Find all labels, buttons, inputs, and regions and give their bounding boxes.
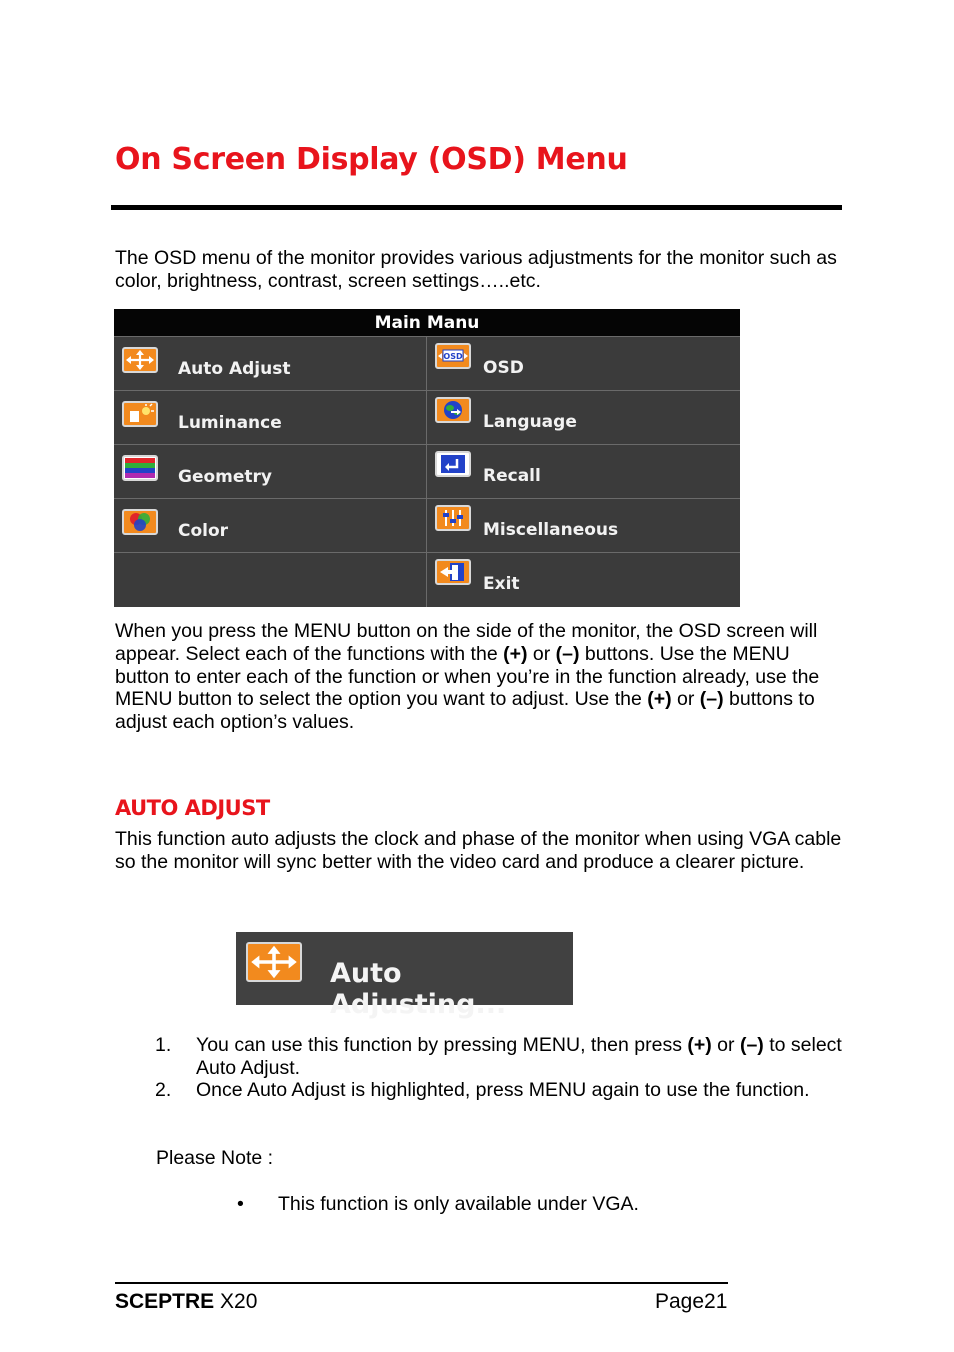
osd-item-luminance bbox=[114, 390, 427, 444]
osd-item-label: Recall bbox=[483, 466, 541, 486]
usage-paragraph: When you press the MENU button on the side of the monitor, the OSD screen will appear. Select each of the functions with the (+) or (–) buttons. Use the MENU button to enter each of the function or when you’re in the function already, use the MENU button to select the option you want to adjust. Use the (+) or (–) buttons to adjust each option’s values. bbox=[115, 620, 820, 734]
osd-main-menu bbox=[114, 309, 740, 607]
title-divider bbox=[111, 205, 842, 210]
osd-menu-header: Main Manu bbox=[114, 309, 740, 336]
osd-item-geometry bbox=[114, 444, 427, 498]
osd-item-color bbox=[114, 498, 427, 552]
auto-adjusting-banner bbox=[236, 932, 573, 1020]
osd-icon bbox=[435, 343, 471, 369]
osd-item-recall bbox=[427, 444, 740, 498]
recall-arrow-icon bbox=[435, 451, 471, 477]
sliders-icon bbox=[435, 505, 471, 531]
move-arrows-icon bbox=[246, 942, 302, 982]
note-text: This function is only available under VGA. bbox=[278, 1193, 639, 1215]
osd-item-label: Color bbox=[178, 521, 229, 541]
footer-brand: SCEPTRE X20 bbox=[115, 1290, 258, 1313]
color-bars-icon bbox=[122, 455, 158, 481]
list-text: You can use this function by pressing MENU, then press (+) or (–) to select Auto Adjust. bbox=[196, 1034, 842, 1079]
banner-text: Auto Adjusting... bbox=[330, 958, 507, 1020]
osd-item-label: Language bbox=[483, 412, 577, 432]
osd-item-label: Auto Adjust bbox=[178, 359, 291, 379]
footer-page-number: Page21 bbox=[655, 1290, 728, 1313]
bullet-dot: • bbox=[237, 1193, 244, 1215]
section-heading: AUTO ADJUST bbox=[115, 796, 270, 820]
osd-item-label: OSD bbox=[483, 358, 524, 378]
brightness-icon bbox=[122, 401, 158, 427]
exit-door-icon bbox=[435, 559, 471, 585]
osd-item-miscellaneous bbox=[427, 498, 740, 552]
footer-divider bbox=[115, 1282, 728, 1284]
osd-item-language bbox=[427, 390, 740, 444]
osd-item-label: Geometry bbox=[178, 467, 272, 487]
osd-item-osd bbox=[427, 336, 740, 390]
page-title: On Screen Display (OSD) Menu bbox=[115, 142, 628, 177]
svg-text:OSD: OSD bbox=[443, 352, 463, 361]
intro-paragraph: The OSD menu of the monitor provides various adjustments for the monitor such as color, brightness, contrast, screen settings…..etc. bbox=[115, 247, 837, 292]
note-label: Please Note : bbox=[156, 1147, 274, 1169]
move-arrows-icon bbox=[122, 347, 158, 373]
list-number: 2. bbox=[155, 1079, 172, 1101]
osd-item-auto-adjust bbox=[114, 336, 427, 390]
note-bullet-item bbox=[237, 1193, 639, 1216]
globe-icon bbox=[435, 397, 471, 423]
osd-item-label: Miscellaneous bbox=[483, 520, 619, 540]
osd-item-exit bbox=[427, 552, 740, 607]
osd-item-label: Exit bbox=[483, 574, 520, 594]
osd-empty-cell bbox=[114, 552, 427, 607]
rgb-circles-icon bbox=[122, 509, 158, 535]
auto-adjust-description: This function auto adjusts the clock and phase of the monitor when using VGA cable so the monitor will sync better with the video card and produce a clearer picture. bbox=[115, 828, 842, 873]
list-text: Once Auto Adjust is highlighted, press MENU again to use the function. bbox=[196, 1079, 810, 1101]
list-number: 1. bbox=[155, 1034, 172, 1056]
osd-item-label: Luminance bbox=[178, 413, 282, 433]
